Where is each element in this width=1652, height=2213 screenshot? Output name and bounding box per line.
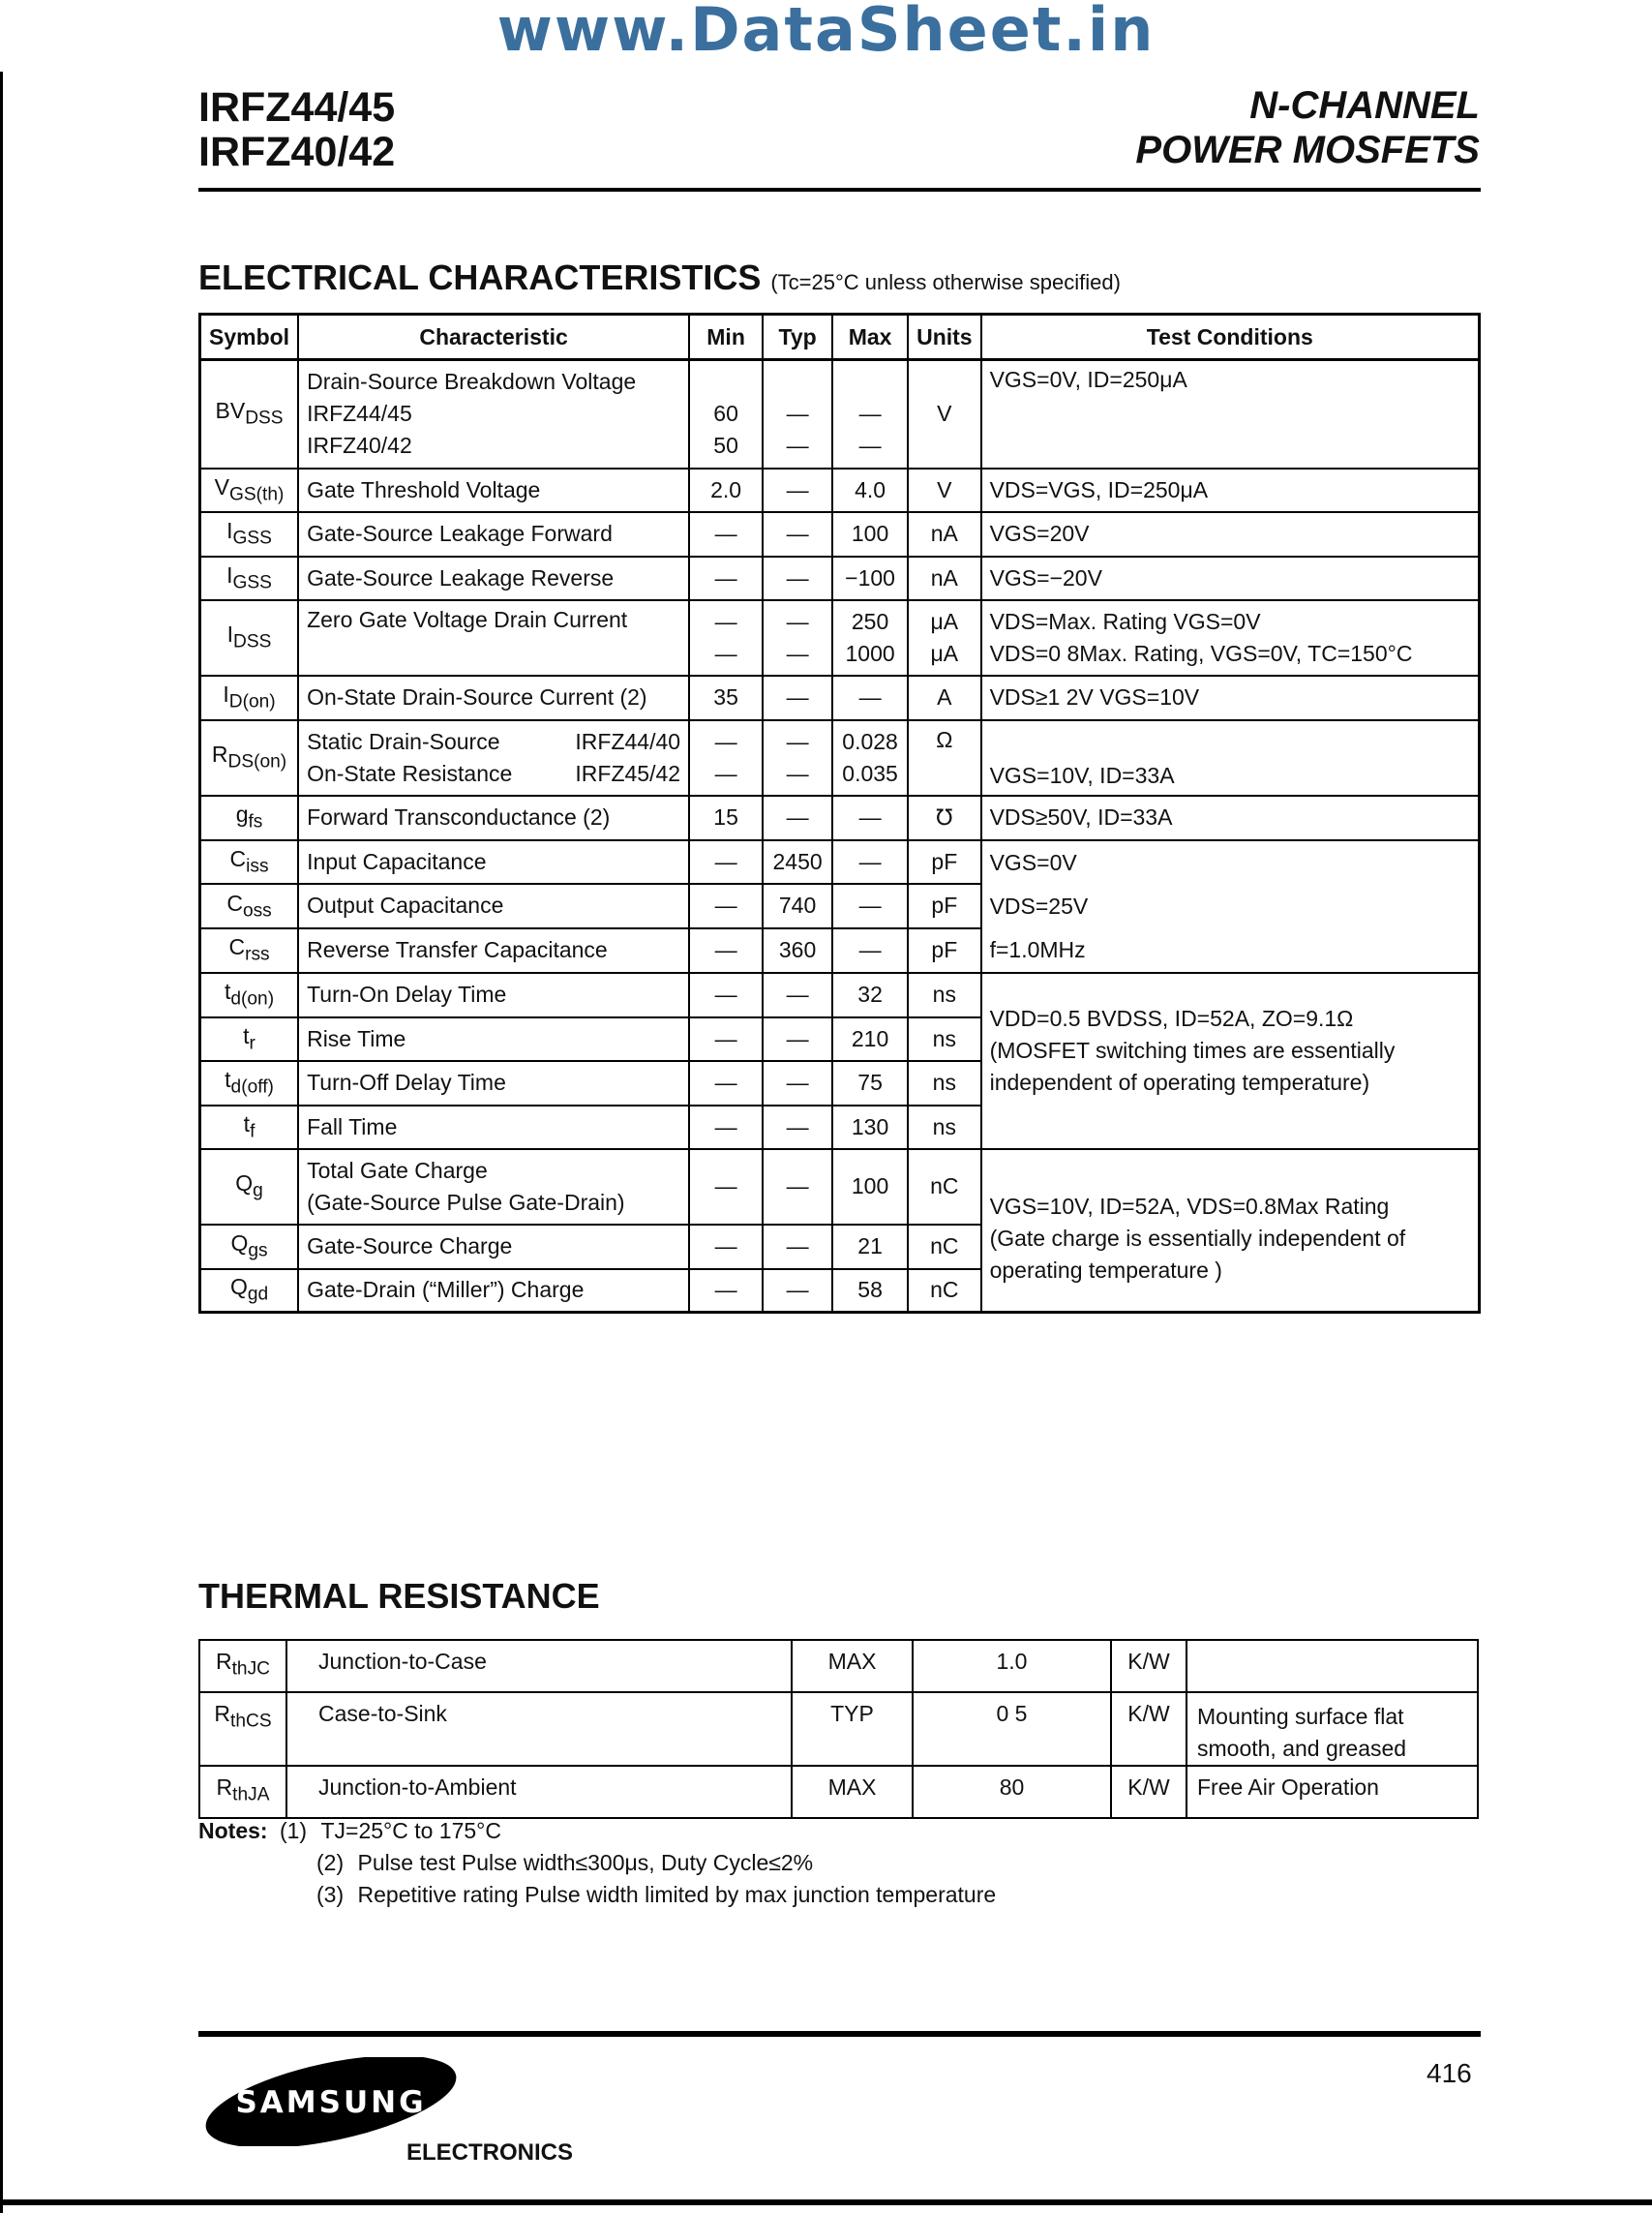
table-row [200, 1149, 1480, 1225]
characteristic-cell: Gate-Source Leakage Reverse [298, 557, 689, 600]
brand-wordmark: SAMSUNG [235, 2085, 427, 2120]
characteristic-cell: Turn-Off Delay Time [298, 1061, 689, 1106]
min-cell: 2.0 [689, 469, 763, 512]
symbol-cell: $t_{d(on)}$ [200, 973, 299, 1017]
characteristic-cell: Fall Time [298, 1106, 689, 1149]
electrical-characteristics-table [198, 313, 1481, 1314]
characteristic-cell: Total Gate Charge (Gate-Source Pulse Gate-Drain) [298, 1149, 689, 1225]
typ-cell: — [763, 1149, 832, 1225]
typ-cell: — [763, 1225, 832, 1269]
max-cell: 75 [832, 1061, 908, 1106]
notes-label: Notes: [198, 1818, 268, 1843]
max-cell: 250 1000 [832, 600, 908, 676]
max-cell: 21 [832, 1225, 908, 1269]
max-cell: — [832, 840, 908, 885]
typ-cell: 2450 [763, 840, 832, 885]
note-1: TJ=25°C to 175°C [320, 1818, 501, 1843]
symbol-cell: $C_{rss}$ [200, 928, 299, 973]
min-cell: 60 50 [689, 360, 763, 469]
table-row [199, 1640, 1478, 1692]
table-row [199, 1692, 1478, 1766]
table-row [200, 840, 1480, 885]
table-row [200, 557, 1480, 600]
table-row [200, 600, 1480, 676]
max-cell: 4.0 [832, 469, 908, 512]
page-number: 416 [1427, 2058, 1472, 2088]
typ-cell: — [763, 676, 832, 720]
division-name: ELECTRONICS [406, 2139, 574, 2166]
max-cell: −100 [832, 557, 908, 600]
characteristic-cell: Static Drain-Source IRFZ44/40 On-State Resistance IRFZ45/42 [298, 720, 689, 796]
units-cell: A [908, 676, 981, 720]
units-cell: nC [908, 1225, 981, 1269]
symbol-cell: $I_{GSS}$ [200, 512, 299, 557]
characteristic-cell: Forward Transconductance (2) [298, 796, 689, 840]
symbol-cell: $R_{thJC}$ [199, 1640, 286, 1692]
units-cell: ns [908, 973, 981, 1017]
value-cell: 0 5 [913, 1692, 1111, 1766]
typ-cell: — [763, 1269, 832, 1313]
symbol-cell: $Q_{gs}$ [200, 1225, 299, 1269]
bottom-edge-rule [0, 2199, 1652, 2205]
min-cell: — [689, 973, 763, 1017]
characteristic-cell: Drain-Source Breakdown Voltage IRFZ44/45 IRFZ40/42 [298, 360, 689, 469]
min-cell: — [689, 1225, 763, 1269]
symbol-cell: $C_{oss}$ [200, 884, 299, 928]
symbol-cell: $I_{GSS}$ [200, 557, 299, 600]
max-cell: 100 [832, 512, 908, 557]
col-symbol: Symbol [200, 315, 299, 360]
characteristic-cell: On-State Drain-Source Current (2) [298, 676, 689, 720]
characteristic-cell: Input Capacitance [298, 840, 689, 885]
min-cell: — [689, 928, 763, 973]
left-margin-rule [0, 72, 3, 2213]
kind-cell: MAX [792, 1640, 913, 1692]
unit-cell: K/W [1111, 1640, 1186, 1692]
description-cell: Junction-to-Ambient [286, 1766, 792, 1818]
col-test-conditions: Test Conditions [981, 315, 1480, 360]
part-number-line1: IRFZ44/45 [198, 84, 396, 131]
note-cell [1186, 1640, 1478, 1692]
unit-cell: K/W [1111, 1766, 1186, 1818]
device-type-line1: N-CHANNEL [1249, 84, 1480, 127]
typ-cell: — [763, 796, 832, 840]
description-cell: Junction-to-Case [286, 1640, 792, 1692]
kind-cell: TYP [792, 1692, 913, 1766]
characteristic-cell: Turn-On Delay Time [298, 973, 689, 1017]
max-cell: 130 [832, 1106, 908, 1149]
units-cell: pF [908, 884, 981, 928]
max-cell: 0.028 0.035 [832, 720, 908, 796]
test-condition-cell: VGS=−20V [981, 557, 1480, 600]
table-row [199, 1766, 1478, 1818]
typ-cell: — [763, 557, 832, 600]
characteristic-cell: Reverse Transfer Capacitance [298, 928, 689, 973]
units-cell: ℧ [908, 796, 981, 840]
header-rule [198, 188, 1481, 192]
col-min: Min [689, 315, 763, 360]
max-cell: — [832, 884, 908, 928]
max-cell: — — [832, 360, 908, 469]
test-condition-cell: VDS=VGS, ID=250μA [981, 469, 1480, 512]
part-number-line2: IRFZ40/42 [198, 129, 396, 175]
typ-cell: 360 [763, 928, 832, 973]
min-cell: — [689, 1269, 763, 1313]
units-cell: Ω [908, 720, 981, 796]
symbol-cell: $Q_g$ [200, 1149, 299, 1225]
typ-cell: — [763, 512, 832, 557]
typ-cell: — — [763, 720, 832, 796]
col-characteristic: Characteristic [298, 315, 689, 360]
units-cell: nC [908, 1149, 981, 1225]
note-cell: Free Air Operation [1186, 1766, 1478, 1818]
test-condition-cell: VDS≥1 2V VGS=10V [981, 676, 1480, 720]
symbol-cell: $Q_{gd}$ [200, 1269, 299, 1313]
switching-test-condition-cell: VDD=0.5 BVDSS, ID=52A, ZO=9.1Ω (MOSFET switching times are essentially independent of operating temperature) [981, 973, 1480, 1149]
table-row [200, 676, 1480, 720]
col-typ: Typ [763, 315, 832, 360]
characteristic-cell: Gate Threshold Voltage [298, 469, 689, 512]
table-row [200, 720, 1480, 796]
value-cell: 1.0 [913, 1640, 1111, 1692]
typ-cell: — [763, 1017, 832, 1061]
watermark: www.DataSheet.in [496, 0, 1156, 65]
test-condition-cell: VGS=10V, ID=33A [981, 720, 1480, 796]
typ-cell: — [763, 973, 832, 1017]
device-type-line2: POWER MOSFETS [1135, 129, 1480, 171]
symbol-cell: $R_{thJA}$ [199, 1766, 286, 1818]
units-cell: V [908, 469, 981, 512]
units-cell: ns [908, 1106, 981, 1149]
col-units: Units [908, 315, 981, 360]
max-cell: — [832, 928, 908, 973]
typ-cell: 740 [763, 884, 832, 928]
symbol-cell: $BV_{DSS}$ [200, 360, 299, 469]
unit-cell: K/W [1111, 1692, 1186, 1766]
typ-cell: — — [763, 360, 832, 469]
characteristic-cell: Zero Gate Voltage Drain Current [298, 600, 689, 676]
min-cell: — [689, 1061, 763, 1106]
description-cell: Case-to-Sink [286, 1692, 792, 1766]
characteristic-cell: Gate-Source Charge [298, 1225, 689, 1269]
value-cell: 80 [913, 1766, 1111, 1818]
test-condition-cell: VDS=Max. Rating VGS=0V VDS=0 8Max. Rating, VGS=0V, TC=150°C [981, 600, 1480, 676]
charge-test-condition-cell: VGS=10V, ID=52A, VDS=0.8Max Rating (Gate charge is essentially independent of operating temperature ) [981, 1149, 1480, 1313]
max-cell: 100 [832, 1149, 908, 1225]
typ-cell: — [763, 469, 832, 512]
ec-section-title [198, 258, 1121, 298]
notes: Notes: (1) TJ=25°C to 175°C (2) Pulse test Pulse width≤300μs, Duty Cycle≤2% (3) Repetitive rating Pulse width limited by max junction temperature [198, 1818, 997, 1907]
typ-cell: — [763, 1061, 832, 1106]
typ-cell: — [763, 1106, 832, 1149]
min-cell: — — [689, 720, 763, 796]
test-condition-cell: VGS=0V, ID=250μA [981, 360, 1480, 469]
table-row [200, 973, 1480, 1017]
min-cell: — [689, 557, 763, 600]
units-cell: nC [908, 1269, 981, 1313]
max-cell: — [832, 676, 908, 720]
units-cell: pF [908, 840, 981, 885]
units-cell: ns [908, 1017, 981, 1061]
min-cell: — [689, 884, 763, 928]
max-cell: — [832, 796, 908, 840]
min-cell: — [689, 1017, 763, 1061]
units-cell: ns [908, 1061, 981, 1106]
symbol-cell: $I_{D(on)}$ [200, 676, 299, 720]
units-cell: nA [908, 512, 981, 557]
symbol-cell: $R_{thCS}$ [199, 1692, 286, 1766]
ec-title: ELECTRICAL CHARACTERISTICS [198, 258, 762, 297]
symbol-cell: $V_{GS(th)}$ [200, 469, 299, 512]
max-cell: 210 [832, 1017, 908, 1061]
footer-rule [198, 2031, 1481, 2037]
table-row [200, 469, 1480, 512]
units-cell: V [908, 360, 981, 469]
characteristic-cell: Rise Time [298, 1017, 689, 1061]
col-max: Max [832, 315, 908, 360]
thermal-resistance-table [198, 1639, 1479, 1819]
min-cell: — — [689, 600, 763, 676]
capacitance-test-condition-cell: VGS=0V VDS=25V f=1.0MHz [981, 840, 1480, 973]
note-2: Pulse test Pulse width≤300μs, Duty Cycle≤2% [357, 1850, 814, 1875]
ec-header-row [200, 315, 1480, 360]
kind-cell: MAX [792, 1766, 913, 1818]
units-cell: pF [908, 928, 981, 973]
units-cell: μA μA [908, 600, 981, 676]
ec-condition: (Tc=25°C unless otherwise specified) [770, 270, 1121, 294]
table-row [200, 796, 1480, 840]
min-cell: — [689, 840, 763, 885]
test-condition-cell: VGS=20V [981, 512, 1480, 557]
table-row [200, 360, 1480, 469]
symbol-cell: $t_{d(off)}$ [200, 1061, 299, 1106]
typ-cell: — — [763, 600, 832, 676]
characteristic-cell: Gate-Source Leakage Forward [298, 512, 689, 557]
characteristic-cell: Gate-Drain (“Miller”) Charge [298, 1269, 689, 1313]
min-cell: 35 [689, 676, 763, 720]
min-cell: 15 [689, 796, 763, 840]
min-cell: — [689, 1106, 763, 1149]
max-cell: 32 [832, 973, 908, 1017]
symbol-cell: $R_{DS(on)}$ [200, 720, 299, 796]
table-row [200, 512, 1480, 557]
min-cell: — [689, 512, 763, 557]
test-condition-cell: VDS≥50V, ID=33A [981, 796, 1480, 840]
symbol-cell: $t_f$ [200, 1106, 299, 1149]
min-cell: — [689, 1149, 763, 1225]
samsung-logo [201, 2057, 461, 2146]
symbol-cell: $t_r$ [200, 1017, 299, 1061]
thermal-section-title: THERMAL RESISTANCE [198, 1576, 600, 1616]
symbol-cell: $g_{fs}$ [200, 796, 299, 840]
note-cell: Mounting surface flat smooth, and greased [1186, 1692, 1478, 1766]
symbol-cell: $C_{iss}$ [200, 840, 299, 885]
note-3: Repetitive rating Pulse width limited by max junction temperature [357, 1882, 997, 1907]
symbol-cell: $I_{DSS}$ [200, 600, 299, 676]
max-cell: 58 [832, 1269, 908, 1313]
units-cell: nA [908, 557, 981, 600]
characteristic-cell: Output Capacitance [298, 884, 689, 928]
